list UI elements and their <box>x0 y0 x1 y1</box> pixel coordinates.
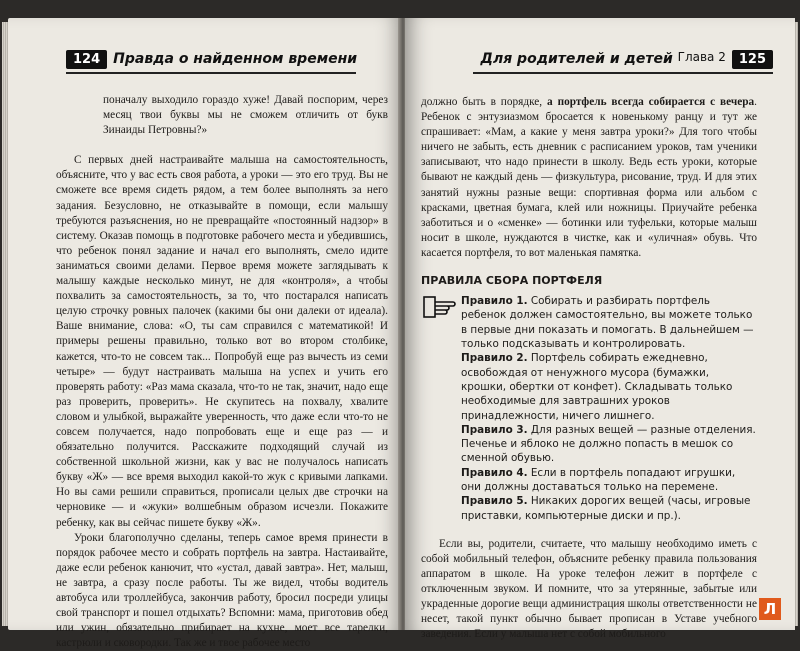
left-paragraph-2: С первых дней настраивайте малыша на самостоятельность, объясните, что у вас есть своя работа, а уроки — это его труд. Вы не сможете все время сидеть рядом, а тем более выполнять за него задания. Безусловно, не отказывайте в помощи, если малышу требуются разъяснения, но не превращайте «постоянный надзор» в систему. Оказав помощь в подготовке рабочего места и убедившись, что ребенок понял задание и начал его выполнять, смело идите заниматься своими делами. Первое время можете заглядывать к малышу каждые несколько минут, не для «контроля», а чтобы похвалить за самостоятельность, за то, что постарался написать целую строчку ровных палочек (какими бы они далеки от идеала). Ваше внимание, слова: «О, ты сам справился с математикой! И примеры решены правильно, только вот во втором столбике, кажется, что-то не совсем так... Попробуй еще раз вычесть из семи четыре» — будут настраивать малыша на успех и учить его проверять работу: «Раз мама сказала, что-то не так, значит, надо еще раз проверить, проверить». Не скупитесь на похвалу, хвалите словом и улыбкой, выражайте уверенность, что даже если что-то не совсем получается, надо попробовать еще и еще раз — и обязательно получится. Расскажите подходящий случай из собственной школьной жизни, как у вас не получалось написать букву «Ж» — все время выходил какой-то жук с кривыми лапками. Но вы сами решили справиться, прописали целых две строчки на черновике — и «жуки» волшебным образом исчезли. Покажите ребенку, как вы сейчас пишете букву «Ж». <box>56 154 388 529</box>
rule-item <box>461 423 757 466</box>
left-paragraph-1: поначалу выходило гораздо хуже! Давай поспорим, через месяц твои буквы мы не сможем отличить от букв Зинаиды Петровны?» <box>103 94 388 137</box>
left-page-text <box>56 93 388 651</box>
left-page <box>8 18 403 650</box>
rule-text: Если в портфель попадают игрушки, они должны доставаться только на перемене. <box>461 466 736 493</box>
right-page-number: 125 <box>732 50 773 69</box>
intro-text-start: должно быть в порядке, <box>421 96 548 108</box>
right-closing-paragraph: Если вы, родители, считаете, что малышу необходимо иметь с собой мобильный телефон, объясните ребенку правила пользования аппаратом в школе. На уроке телефон лежит в портфеле с отключенным звуком. И помните, что за утерянные, забытые или украденные дорогие вещи администрация школы ответственности не несет, такой пункт обычно бывает прописан в Уставе учебного заведения. Если у малыша нет с собой мобильного <box>421 537 757 641</box>
intro-bold-text: а портфель всегда собирается с вечера <box>547 96 755 108</box>
rule-item <box>461 351 757 422</box>
rule-text: Никаких дорогих вещей (часы, игровые приставки, компьютерные диски и пр.). <box>461 495 751 522</box>
left-paragraph-3: Уроки благополучно сделаны, теперь самое время принести в порядок рабочее место и собрать портфель на завтра. Настаивайте, даже если ребенок канючит, что «устал, давай завтра». Нет, малыш, не завтра, а сразу после работы. Ты же видел, чтобы водитель автобуса или троллейбуса, закончив работу, бросил посреди улицы свой транспорт и пошел отдыхать? Вспомни: мама, приготовив обед или ужин, обязательно прибирает на кухне, моет все тарелки, кастрюли и сковородки. Так же и твое рабочее место <box>56 531 388 650</box>
rule-label: Правило 1. <box>461 295 528 308</box>
rule-item <box>461 494 757 523</box>
left-running-title: Правда о найденном времени <box>113 51 358 67</box>
rule-label: Правило 5. <box>461 495 528 508</box>
left-page-header <box>66 50 357 69</box>
right-running-title: Для родителей и детей <box>480 51 673 67</box>
rule-item <box>461 466 757 495</box>
rule-label: Правило 3. <box>461 423 528 436</box>
right-page-header <box>480 50 773 69</box>
rule-label: Правило 2. <box>461 352 528 365</box>
right-page <box>405 18 795 641</box>
header-rule <box>473 72 773 74</box>
rule-text: Собирать и разбирать портфель ребенок должен самостоятельно, вы можете только в первые дни показать и помогать. В дальнейшем — только подсказывать и контролировать. <box>461 295 754 351</box>
header-rule <box>66 72 356 74</box>
intro-text-end: . Ребенок с энтузиазмом бросается к новенькому ранцу и тут же спрашивает: «Мам, а какие у меня завтра уроки?» Для того чтобы ничего не забыть, есть дневник с расписанием уроков, там ученики записывают, что надо принести в школу. Ведь есть уроки, которые бывают не каждый день — физкультура, рисование, труд. И для этих занятий нужны разные вещи: спортивная форма или альбом с красками, цветная бумага, клей или ножницы. Приучайте ребенка заботиться и о «сменке» — ботинки или туфельки, которые малыш носит в школе, нуждаются в чистке, как и «уличная» обувь. Что касается портфеля, то вот маленькая памятка. <box>421 96 757 259</box>
rule-text: Портфель собирать ежедневно, освобождая от ненужного мусора (бумажки, крошки, обертки от конфет). Складывать только необходимые для завтрашних уроков принадлежности, ничего лишнего. <box>461 352 733 422</box>
rules-list <box>421 294 757 523</box>
section-title: ПРАВИЛА СБОРА ПОРТФЕЛЯ <box>421 274 603 288</box>
rule-label: Правило 4. <box>461 466 528 479</box>
right-page-text <box>421 95 757 643</box>
publisher-logo-icon: Л <box>759 598 781 620</box>
right-intro-paragraph <box>421 95 757 261</box>
chapter-label: Глава 2 <box>677 50 726 64</box>
left-page-number: 124 <box>66 50 107 69</box>
rule-text: Для разных вещей — разные отделения. Печенье и яблоко не должно попасть в мешок со сменной обувью. <box>461 423 756 465</box>
pointing-hand-icon <box>423 294 457 320</box>
rule-item <box>461 294 757 351</box>
